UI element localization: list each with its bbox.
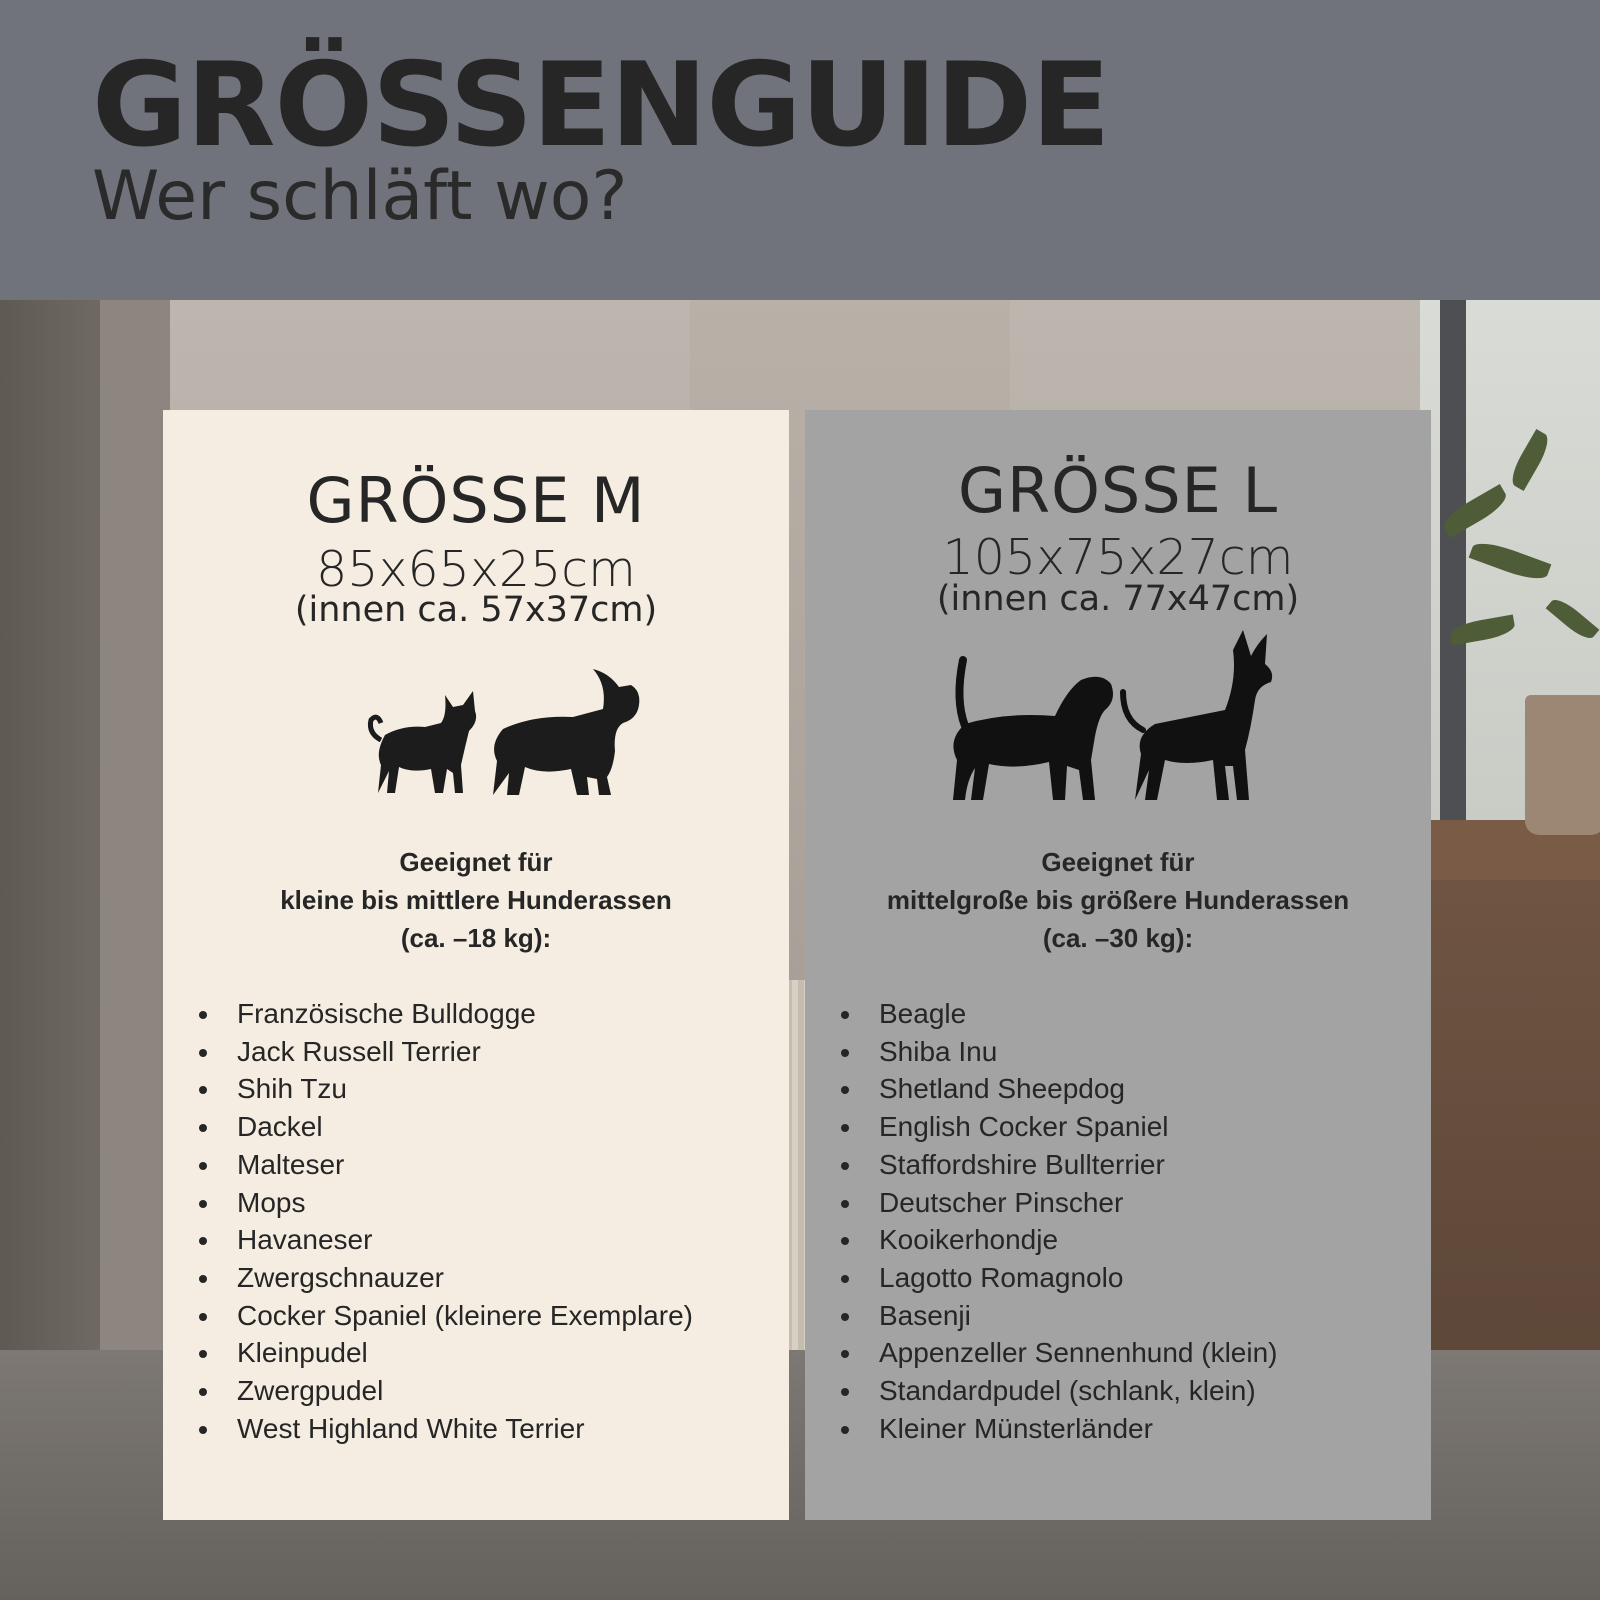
list-item: Deutscher Pinscher <box>841 1184 1278 1222</box>
list-item: Zwergschnauzer <box>199 1259 693 1297</box>
size-card-l <box>805 410 1431 1520</box>
list-item: Kleiner Münsterländer <box>841 1410 1278 1448</box>
list-item: West Highland White Terrier <box>199 1410 693 1448</box>
list-item: Cocker Spaniel (kleinere Exemplare) <box>199 1297 693 1335</box>
dog-silhouettes <box>163 665 789 815</box>
suitability-line: kleine bis mittlere Hunderassen <box>280 885 672 915</box>
list-item: Malteser <box>199 1146 693 1184</box>
pinscher-icon <box>1123 630 1272 800</box>
list-item: Shih Tzu <box>199 1070 693 1108</box>
breed-list <box>841 995 1278 1447</box>
list-item: Kleinpudel <box>199 1334 693 1372</box>
list-item: Beagle <box>841 995 1278 1033</box>
chihuahua-icon <box>370 691 476 793</box>
size-dimensions: 105x75x27cm <box>942 529 1294 586</box>
list-item: Havaneser <box>199 1221 693 1259</box>
suitability-text <box>163 843 789 957</box>
suitability-line: (ca. –18 kg): <box>400 923 552 953</box>
list-item: Staffordshire Bullterrier <box>841 1146 1278 1184</box>
size-title: GRÖSSE M <box>306 464 646 537</box>
list-item: Shiba Inu <box>841 1033 1278 1071</box>
list-item: Lagotto Romagnolo <box>841 1259 1278 1297</box>
list-item: Basenji <box>841 1297 1278 1335</box>
dog-silhouettes <box>805 620 1431 810</box>
list-item: Zwergpudel <box>199 1372 693 1410</box>
size-dimensions: 85x65x25cm <box>316 541 636 598</box>
page-title: GRÖSSENGUIDE <box>92 38 1110 173</box>
list-item: Mops <box>199 1184 693 1222</box>
size-card-m <box>163 410 789 1520</box>
suitability-text <box>805 843 1431 957</box>
breed-list <box>199 995 693 1447</box>
list-item: Jack Russell Terrier <box>199 1033 693 1071</box>
wall-column <box>100 300 170 1450</box>
size-inner-dimensions: (innen ca. 57x37cm) <box>294 590 658 630</box>
list-item: Appenzeller Sennenhund (klein) <box>841 1334 1278 1372</box>
french-bulldog-icon <box>493 669 639 795</box>
suitability-line: Geeignet für <box>399 847 553 877</box>
list-item: English Cocker Spaniel <box>841 1108 1278 1146</box>
list-item: Standardpudel (schlank, klein) <box>841 1372 1278 1410</box>
size-title: GRÖSSE L <box>957 454 1279 527</box>
list-item: Shetland Sheepdog <box>841 1070 1278 1108</box>
suitability-line: mittelgroße bis größere Hunderassen <box>886 885 1350 915</box>
plant-pot <box>1525 695 1600 835</box>
sideboard <box>1430 880 1600 1360</box>
page-subtitle: Wer schläft wo? <box>92 157 628 236</box>
suitability-line: Geeignet für <box>1041 847 1195 877</box>
size-inner-dimensions: (innen ca. 77x47cm) <box>936 579 1300 619</box>
header-banner <box>0 0 1600 300</box>
beagle-icon <box>953 660 1113 800</box>
suitability-line: (ca. –30 kg): <box>1042 923 1194 953</box>
list-item: Französische Bulldogge <box>199 995 693 1033</box>
list-item: Dackel <box>199 1108 693 1146</box>
list-item: Kooikerhondje <box>841 1221 1278 1259</box>
